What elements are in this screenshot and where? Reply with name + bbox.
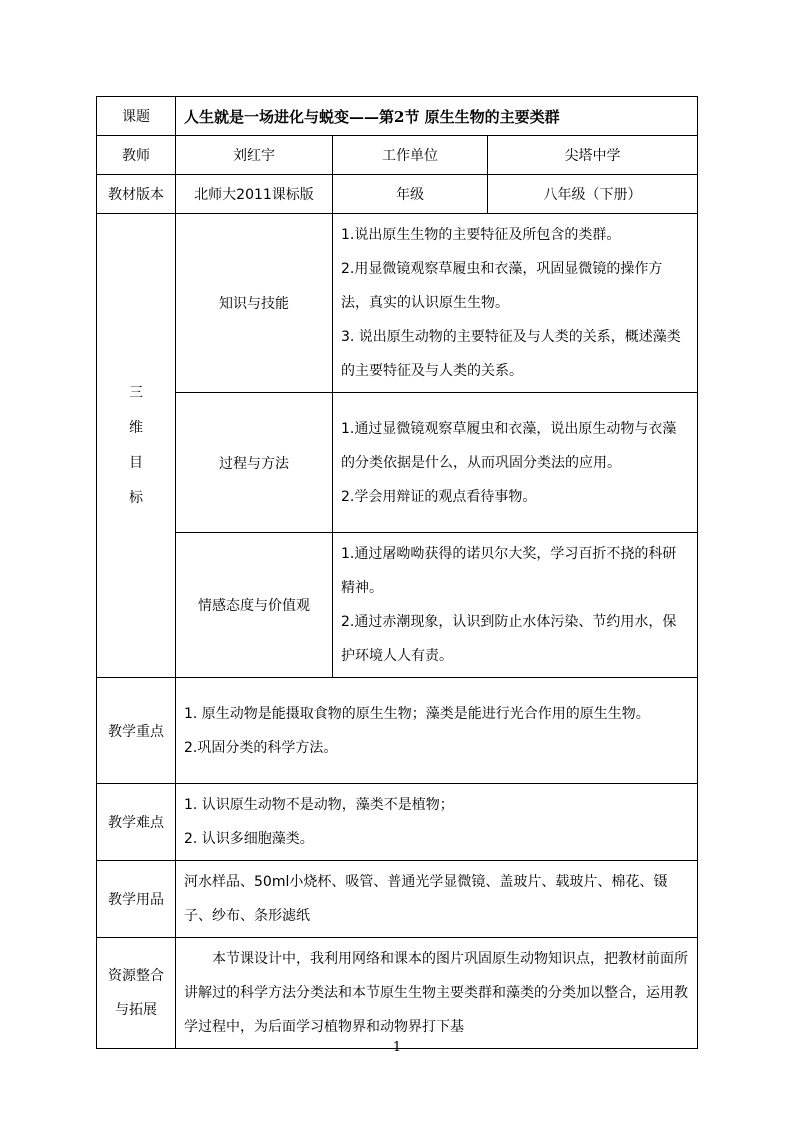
key-points-row [97, 678, 698, 784]
emotion-item: 1.通过屠呦呦获得的诺贝尔大奖，学习百折不挠的科研精神。 [341, 546, 677, 596]
teacher-label: 教师 [97, 136, 176, 175]
materials-label: 教学用品 [97, 861, 176, 938]
edition-label: 教材版本 [97, 175, 176, 214]
topic-row [97, 97, 698, 136]
resources-label [97, 938, 176, 1049]
resources-row [97, 938, 698, 1049]
emotion-value-label: 情感态度与价值观 [176, 533, 333, 678]
edition-value: 北师大2011课标版 [176, 175, 333, 214]
difficulties-content [176, 784, 698, 861]
resources-content [176, 938, 698, 1049]
materials-row [97, 861, 698, 938]
goals-label-char: 三 [129, 384, 143, 401]
key-point-item: 2.巩固分类的科学方法。 [184, 739, 338, 756]
difficulty-item: 1. 认识原生动物不是动物，藻类不是植物； [184, 797, 454, 813]
topic-title: 人生就是一场进化与蜕变——第2节 原生生物的主要类群 [176, 97, 698, 136]
knowledge-skills-label: 知识与技能 [176, 214, 333, 393]
process-item: 1.通过显微镜观察草履虫和衣藻，说出原生动物与衣藻的分类依据是什么，从而巩固分类法的应用。 [341, 420, 677, 471]
three-dimension-goals-label [97, 214, 176, 678]
edition-row [97, 175, 698, 214]
workplace-label: 工作单位 [333, 136, 488, 175]
difficulty-item: 2. 认识多细胞藻类。 [184, 831, 314, 847]
knowledge-item: 1.说出原生生物的主要特征及所包含的类群。 [341, 227, 621, 243]
page-number: 1 [392, 1040, 402, 1055]
teacher-name: 刘红宇 [176, 136, 333, 175]
difficulties-label: 教学难点 [97, 784, 176, 861]
grade-label: 年级 [333, 175, 488, 214]
process-item: 2.学会用辩证的观点看待事物。 [341, 488, 537, 505]
emotion-item: 2.通过赤潮现象，认识到防止水体污染、节约用水，保护环境人人有责。 [341, 614, 677, 664]
goals-label-char: 维 [129, 419, 143, 436]
key-point-item: 1. 原生动物是能摄取食物的原生生物；藻类是能进行光合作用的原生生物。 [184, 705, 650, 722]
materials-content [176, 861, 698, 938]
materials-text: 河水样品、50ml小烧杯、吸管、普通光学显微镜、盖玻片、载玻片、棉花、镊子、纱布、条形滤纸 [184, 874, 668, 924]
emotion-value-content [333, 533, 698, 678]
knowledge-item: 3. 说出原生动物的主要特征及与人类的关系，概述藻类的主要特征及与人类的关系。 [341, 329, 681, 379]
knowledge-item: 2.用显微镜观察草履虫和衣藻，巩固显微镜的操作方法，真实的认识原生生物。 [341, 261, 663, 311]
goal-emotion-row [97, 533, 698, 678]
resources-label-line: 与拓展 [115, 1002, 157, 1018]
process-method-content [333, 393, 698, 533]
knowledge-skills-content [333, 214, 698, 393]
topic-label: 课题 [97, 97, 176, 136]
lesson-plan-table [96, 96, 698, 1049]
key-points-content [176, 678, 698, 784]
goals-label-char: 标 [129, 489, 143, 506]
resources-label-line: 资源整合 [108, 968, 164, 984]
grade-value: 八年级（下册） [488, 175, 698, 214]
key-points-label: 教学重点 [97, 678, 176, 784]
goals-label-char: 目 [129, 454, 143, 471]
teacher-row [97, 136, 698, 175]
difficulties-row [97, 784, 698, 861]
resources-text: 本节课设计中，我利用网络和课本的图片巩固原生动物知识点，把教材前面所讲解过的科学方法分类法和本节原生生物主要类群和藻类的分类加以整合，运用教学过程中，为后面学习植物界和动物界打下基 [184, 951, 688, 1035]
goal-knowledge-row [97, 214, 698, 393]
workplace-name: 尖塔中学 [488, 136, 698, 175]
process-method-label: 过程与方法 [176, 393, 333, 533]
goal-process-row [97, 393, 698, 533]
